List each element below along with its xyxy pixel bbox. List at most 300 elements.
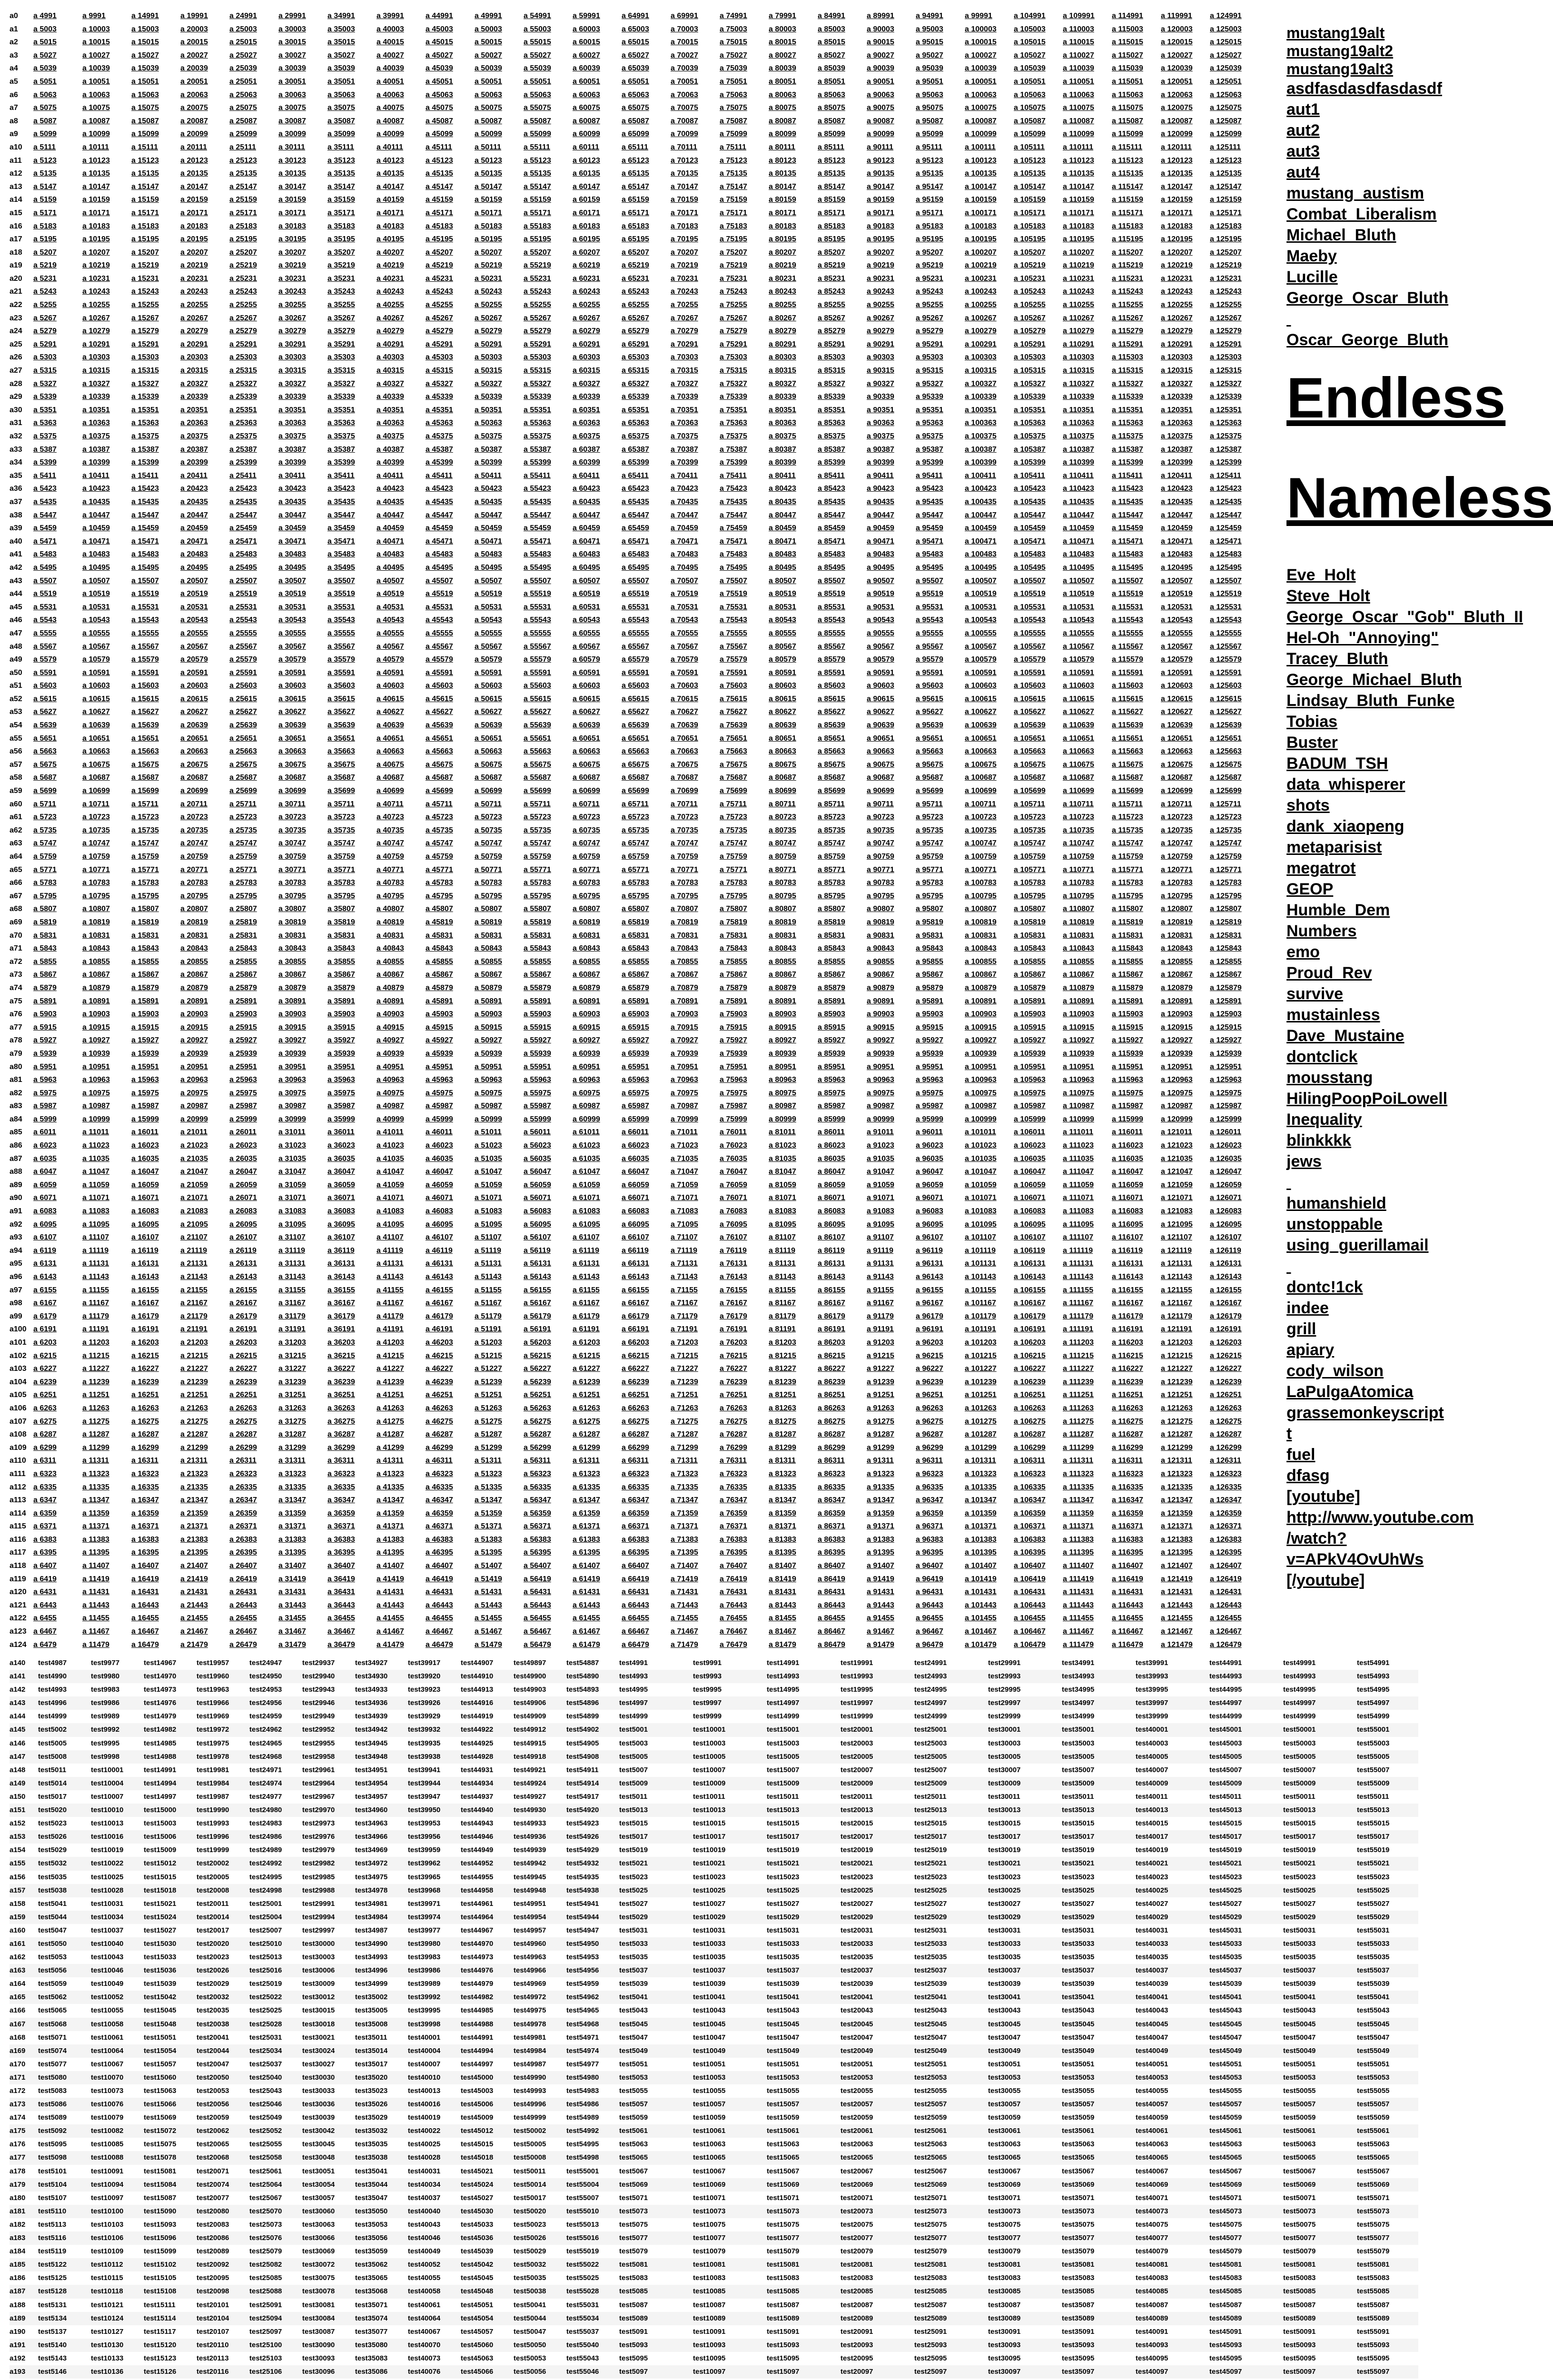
grid-cell-link[interactable]: a 100099 (965, 130, 997, 139)
grid-cell-link[interactable]: a 25771 (229, 865, 257, 874)
grid-cell[interactable] (524, 180, 573, 194)
grid-cell[interactable] (720, 1191, 769, 1205)
grid-cell-link[interactable]: a 125291 (1210, 340, 1242, 348)
grid-cell[interactable] (1014, 942, 1063, 955)
grid-cell[interactable] (376, 338, 425, 351)
grid-cell-link[interactable]: a 95735 (916, 826, 943, 834)
grid-cell-link[interactable]: a 125051 (1210, 77, 1242, 86)
grid-cell-link[interactable]: a 25483 (229, 550, 257, 559)
grid-cell[interactable] (1014, 246, 1063, 259)
grid-cell[interactable] (573, 404, 622, 417)
grid-cell[interactable] (1210, 876, 1259, 890)
grid-cell[interactable] (376, 627, 425, 640)
grid-cell-link[interactable]: a 66059 (622, 1180, 649, 1189)
grid-cell-link[interactable]: a 70459 (671, 524, 698, 533)
grid-cell-link[interactable]: a 5975 (33, 1089, 57, 1097)
grid-cell[interactable] (33, 509, 82, 522)
grid-cell[interactable] (769, 1061, 818, 1074)
grid-cell[interactable] (131, 1034, 180, 1047)
grid-cell-link[interactable]: a 15279 (131, 327, 159, 336)
grid-cell[interactable] (278, 416, 327, 430)
grid-cell-link[interactable]: a 55615 (524, 694, 551, 703)
grid-cell[interactable] (376, 233, 425, 246)
grid-cell[interactable] (671, 377, 720, 391)
grid-cell-link[interactable]: a 25747 (229, 839, 257, 848)
grid-cell[interactable] (327, 1008, 376, 1021)
grid-cell[interactable] (131, 614, 180, 627)
grid-cell-link[interactable]: a 75183 (720, 222, 747, 230)
grid-cell-link[interactable]: a 15207 (131, 248, 159, 257)
grid-cell[interactable] (671, 154, 720, 168)
grid-cell-link[interactable]: a 35363 (327, 419, 355, 427)
grid-cell-link[interactable]: a 5243 (33, 288, 57, 296)
grid-cell-link[interactable]: a 120255 (1161, 301, 1193, 309)
grid-cell-link[interactable]: a 126083 (1210, 1207, 1242, 1216)
grid-cell-link[interactable]: a 30543 (278, 616, 306, 625)
grid-cell-link[interactable]: a 20975 (180, 1089, 208, 1097)
grid-cell[interactable] (229, 640, 278, 654)
grid-cell[interactable] (867, 824, 916, 837)
grid-cell-link[interactable]: a 20891 (180, 997, 208, 1005)
grid-cell[interactable] (425, 443, 475, 456)
grid-cell[interactable] (916, 23, 965, 36)
grid-cell-link[interactable]: a 76107 (720, 1233, 747, 1242)
grid-cell-link[interactable]: a 95291 (916, 340, 943, 348)
grid-cell[interactable] (475, 496, 524, 509)
grid-cell[interactable] (524, 128, 573, 141)
grid-cell[interactable] (818, 705, 867, 719)
grid-cell-link[interactable]: a 90255 (867, 301, 894, 309)
grid-cell-link[interactable]: a 25759 (229, 853, 257, 861)
grid-cell-link[interactable]: a 120423 (1161, 485, 1193, 493)
grid-cell-link[interactable]: a 85963 (818, 1076, 845, 1084)
grid-cell[interactable] (180, 627, 229, 640)
grid-cell[interactable] (475, 653, 524, 666)
grid-cell[interactable] (229, 614, 278, 627)
grid-cell-link[interactable]: a 120999 (1161, 1115, 1193, 1123)
grid-cell[interactable] (720, 351, 769, 364)
grid-cell[interactable] (622, 561, 671, 575)
grid-cell[interactable] (475, 876, 524, 890)
grid-cell-link[interactable]: a 41107 (376, 1233, 404, 1242)
grid-cell-link[interactable]: a 60951 (573, 1062, 600, 1071)
grid-cell[interactable] (1014, 298, 1063, 312)
grid-cell-link[interactable]: a 30675 (278, 760, 306, 769)
grid-cell[interactable] (965, 614, 1014, 627)
grid-cell[interactable] (524, 653, 573, 666)
grid-cell-link[interactable]: a 120435 (1161, 497, 1193, 506)
grid-cell[interactable] (622, 1191, 671, 1205)
grid-cell[interactable] (131, 1087, 180, 1100)
grid-cell[interactable] (278, 75, 327, 89)
grid-cell[interactable] (1112, 141, 1161, 154)
grid-cell-link[interactable]: a 50711 (475, 800, 502, 808)
grid-cell-link[interactable]: a 21131 (180, 1259, 208, 1268)
grid-cell[interactable] (425, 325, 475, 338)
grid-cell[interactable] (229, 404, 278, 417)
grid-cell[interactable] (818, 1073, 867, 1087)
grid-cell-link[interactable]: a 115015 (1112, 38, 1143, 47)
grid-cell[interactable] (229, 1126, 278, 1139)
grid-cell-link[interactable]: a 90855 (867, 957, 894, 966)
grid-cell[interactable] (965, 705, 1014, 719)
grid-cell-link[interactable]: a 120783 (1161, 879, 1193, 887)
grid-cell-link[interactable]: a 5483 (33, 550, 57, 559)
grid-cell[interactable] (475, 784, 524, 798)
grid-cell-link[interactable]: a 115807 (1112, 905, 1143, 913)
grid-cell[interactable] (671, 614, 720, 627)
grid-cell[interactable] (720, 62, 769, 75)
grid-cell-link[interactable]: a 45207 (425, 248, 453, 257)
grid-cell[interactable] (916, 312, 965, 325)
grid-cell-link[interactable]: a 120075 (1161, 104, 1193, 112)
grid-cell[interactable] (376, 312, 425, 325)
grid-cell[interactable] (916, 1165, 965, 1179)
grid-cell[interactable] (965, 982, 1014, 995)
grid-cell-link[interactable]: a 125507 (1210, 576, 1242, 585)
grid-cell-link[interactable]: a 11035 (82, 1154, 109, 1163)
grid-cell[interactable] (278, 404, 327, 417)
grid-cell-link[interactable]: a 91035 (867, 1154, 894, 1163)
grid-cell[interactable] (82, 522, 131, 535)
grid-cell-link[interactable]: a 85915 (818, 1023, 845, 1031)
grid-cell[interactable] (671, 1126, 720, 1139)
grid-cell-link[interactable]: a 61131 (573, 1259, 600, 1268)
grid-cell-link[interactable]: a 85771 (818, 865, 845, 874)
grid-cell[interactable] (573, 561, 622, 575)
grid-cell[interactable] (573, 1126, 622, 1139)
grid-cell[interactable] (1112, 1087, 1161, 1100)
grid-cell-link[interactable]: a 110867 (1063, 971, 1094, 979)
grid-cell-link[interactable]: a 36047 (327, 1168, 355, 1176)
grid-cell[interactable] (573, 890, 622, 903)
grid-cell-link[interactable]: a 80471 (769, 537, 796, 545)
grid-cell[interactable] (1063, 496, 1112, 509)
grid-cell-link[interactable]: a 25075 (229, 104, 257, 112)
grid-cell[interactable] (720, 705, 769, 719)
grid-cell[interactable] (524, 522, 573, 535)
grid-cell[interactable] (867, 220, 916, 233)
grid-cell[interactable] (376, 272, 425, 286)
grid-cell[interactable] (131, 1257, 180, 1270)
grid-cell[interactable] (180, 10, 229, 23)
grid-cell[interactable] (376, 771, 425, 784)
grid-cell-link[interactable]: a 10303 (82, 353, 110, 362)
grid-cell-link[interactable]: a 31047 (278, 1168, 306, 1176)
grid-cell[interactable] (818, 1152, 867, 1166)
grid-cell-link[interactable]: a 60795 (573, 892, 600, 900)
grid-cell[interactable] (965, 115, 1014, 128)
grid-cell-link[interactable]: a 91095 (867, 1220, 894, 1229)
grid-cell-link[interactable]: a 115831 (1112, 931, 1143, 940)
grid-cell[interactable] (1210, 548, 1259, 561)
grid-cell-link[interactable]: a 70615 (671, 694, 698, 703)
grid-cell[interactable] (1161, 1113, 1210, 1126)
grid-cell-link[interactable]: a 15123 (131, 156, 159, 165)
grid-cell-link[interactable]: a 30687 (278, 774, 306, 782)
grid-cell-link[interactable]: a 80015 (769, 38, 796, 47)
grid-cell-link[interactable]: a 115687 (1112, 774, 1143, 782)
grid-cell[interactable] (573, 482, 622, 496)
grid-cell[interactable] (180, 850, 229, 863)
grid-cell[interactable] (818, 653, 867, 666)
grid-cell-link[interactable]: a 110771 (1063, 865, 1094, 874)
grid-cell[interactable] (965, 837, 1014, 850)
grid-cell[interactable] (180, 1087, 229, 1100)
grid-cell[interactable] (1112, 128, 1161, 141)
grid-cell-link[interactable]: a 46047 (425, 1168, 453, 1176)
grid-cell-link[interactable]: a 60159 (573, 196, 600, 204)
grid-cell-link[interactable]: a 10159 (82, 196, 110, 204)
grid-cell-link[interactable]: a 76095 (720, 1220, 747, 1229)
grid-cell[interactable] (524, 719, 573, 732)
grid-cell-link[interactable]: a 110147 (1063, 182, 1094, 191)
grid-cell-link[interactable]: a 50051 (475, 77, 502, 86)
grid-cell-link[interactable]: a 35735 (327, 826, 355, 834)
grid-cell-link[interactable]: a 95927 (916, 1036, 943, 1045)
grid-cell-link[interactable]: a 75075 (720, 104, 747, 112)
grid-cell-link[interactable]: a 30027 (278, 51, 306, 60)
grid-cell-link[interactable]: a 70387 (671, 445, 698, 454)
grid-cell[interactable] (229, 627, 278, 640)
grid-cell-link[interactable]: a 106131 (1014, 1259, 1046, 1268)
grid-cell[interactable] (1014, 390, 1063, 404)
grid-cell-link[interactable]: a 5159 (33, 196, 57, 204)
grid-cell-link[interactable]: a 111071 (1063, 1194, 1094, 1202)
grid-cell[interactable] (33, 338, 82, 351)
grid-cell[interactable] (82, 745, 131, 758)
grid-cell[interactable] (327, 837, 376, 850)
grid-cell[interactable] (229, 863, 278, 877)
grid-cell-link[interactable]: a 5351 (33, 406, 57, 414)
grid-cell[interactable] (475, 141, 524, 154)
grid-cell[interactable] (1014, 312, 1063, 325)
grid-cell-link[interactable]: a 115423 (1112, 485, 1143, 493)
grid-cell[interactable] (33, 1021, 82, 1034)
grid-cell[interactable] (82, 10, 131, 23)
grid-cell[interactable] (916, 995, 965, 1008)
grid-cell[interactable] (965, 876, 1014, 890)
grid-cell[interactable] (1014, 811, 1063, 824)
grid-cell[interactable] (867, 890, 916, 903)
grid-cell[interactable] (720, 1231, 769, 1244)
grid-cell[interactable] (818, 942, 867, 955)
grid-cell[interactable] (769, 587, 818, 601)
grid-cell-link[interactable]: a 40063 (376, 90, 404, 99)
grid-cell[interactable] (818, 1061, 867, 1074)
grid-cell-link[interactable]: a 30447 (278, 511, 306, 519)
grid-cell-link[interactable]: a 100123 (965, 156, 997, 165)
grid-cell[interactable] (818, 1179, 867, 1192)
grid-cell[interactable] (1014, 141, 1063, 154)
grid-cell-link[interactable]: a 50663 (475, 747, 502, 756)
grid-cell-link[interactable]: a 70267 (671, 314, 698, 322)
grid-cell-link[interactable]: a 10555 (82, 629, 110, 637)
grid-cell[interactable] (475, 36, 524, 49)
grid-cell[interactable] (1112, 89, 1161, 102)
grid-cell-link[interactable]: a 100795 (965, 892, 997, 900)
grid-cell[interactable] (376, 1061, 425, 1074)
grid-cell-link[interactable]: a 20267 (180, 314, 208, 322)
grid-cell-link[interactable]: a 111131 (1063, 1259, 1094, 1268)
grid-cell-link[interactable]: a 125855 (1210, 957, 1242, 966)
grid-cell[interactable] (916, 902, 965, 916)
grid-cell[interactable] (327, 666, 376, 680)
grid-cell-link[interactable]: a 120303 (1161, 353, 1193, 362)
grid-cell-link[interactable]: a 70423 (671, 485, 698, 493)
grid-cell[interactable] (916, 693, 965, 706)
grid-cell[interactable] (475, 404, 524, 417)
grid-cell[interactable] (131, 679, 180, 693)
grid-cell-link[interactable]: a 125171 (1210, 208, 1242, 217)
grid-cell[interactable] (769, 1100, 818, 1113)
grid-cell-link[interactable]: a 45315 (425, 367, 453, 375)
grid-cell-link[interactable]: a 90999 (867, 1115, 894, 1123)
grid-cell-link[interactable]: a 25639 (229, 721, 257, 730)
grid-cell-link[interactable]: a 80675 (769, 760, 796, 769)
grid-cell[interactable] (916, 666, 965, 680)
grid-cell[interactable] (425, 916, 475, 929)
grid-cell[interactable] (33, 771, 82, 784)
grid-cell[interactable] (278, 89, 327, 102)
grid-cell[interactable] (720, 10, 769, 23)
grid-cell[interactable] (180, 1152, 229, 1166)
grid-cell[interactable] (33, 1270, 82, 1284)
grid-cell-link[interactable]: a 30279 (278, 327, 306, 336)
grid-cell[interactable] (1161, 1034, 1210, 1047)
grid-cell-link[interactable]: a 95363 (916, 419, 943, 427)
grid-cell[interactable] (1210, 496, 1259, 509)
grid-cell[interactable] (573, 443, 622, 456)
grid-cell-link[interactable]: a 35183 (327, 222, 355, 230)
grid-cell-link[interactable]: a 11059 (82, 1180, 109, 1189)
grid-cell-link[interactable]: a 35147 (327, 182, 355, 191)
grid-cell-link[interactable]: a 40219 (376, 261, 404, 270)
grid-cell-link[interactable]: a 70723 (671, 813, 698, 822)
grid-cell-link[interactable]: a 50651 (475, 734, 502, 743)
grid-cell[interactable] (671, 1087, 720, 1100)
grid-cell-link[interactable]: a 79991 (769, 12, 796, 20)
grid-cell-link[interactable]: a 60171 (573, 208, 600, 217)
grid-cell[interactable] (229, 246, 278, 259)
grid-cell-link[interactable]: a 15687 (131, 774, 159, 782)
grid-cell[interactable] (1063, 1034, 1112, 1047)
grid-cell[interactable] (524, 482, 573, 496)
grid-cell[interactable] (965, 1218, 1014, 1231)
grid-cell-link[interactable]: a 15759 (131, 853, 159, 861)
grid-cell-link[interactable]: a 25711 (229, 800, 257, 808)
grid-cell[interactable] (327, 141, 376, 154)
grid-cell-link[interactable]: a 50975 (475, 1089, 502, 1097)
grid-cell[interactable] (425, 1100, 475, 1113)
grid-cell[interactable] (1014, 10, 1063, 23)
grid-cell-link[interactable]: a 125675 (1210, 760, 1242, 769)
grid-cell-link[interactable]: a 20219 (180, 261, 208, 270)
grid-cell-link[interactable]: a 55567 (524, 642, 551, 651)
grid-cell[interactable] (671, 705, 720, 719)
grid-cell-link[interactable]: a 70807 (671, 905, 698, 913)
grid-cell[interactable] (1210, 955, 1259, 969)
grid-cell-link[interactable]: a 96107 (916, 1233, 943, 1242)
grid-cell[interactable] (1161, 404, 1210, 417)
grid-cell[interactable] (33, 575, 82, 588)
grid-cell-link[interactable]: a 14991 (131, 12, 159, 20)
grid-cell-link[interactable]: a 45915 (425, 1023, 453, 1031)
grid-cell-link[interactable]: a 100579 (965, 655, 997, 664)
grid-cell-link[interactable]: a 115087 (1112, 117, 1143, 125)
grid-cell[interactable] (376, 876, 425, 890)
grid-cell[interactable] (376, 653, 425, 666)
grid-cell-link[interactable]: a 75615 (720, 694, 747, 703)
grid-cell-link[interactable]: a 46107 (425, 1233, 453, 1242)
grid-cell[interactable] (671, 771, 720, 784)
grid-cell[interactable] (475, 745, 524, 758)
grid-cell-link[interactable]: a 10039 (82, 64, 110, 73)
grid-cell[interactable] (573, 916, 622, 929)
grid-cell[interactable] (769, 404, 818, 417)
grid-cell-link[interactable]: a 45087 (425, 117, 453, 125)
grid-cell-link[interactable]: a 45951 (425, 1062, 453, 1071)
grid-cell[interactable] (524, 890, 573, 903)
grid-cell-link[interactable]: a 96035 (916, 1154, 943, 1163)
grid-cell-link[interactable]: a 65747 (622, 839, 649, 848)
grid-cell-link[interactable]: a 105159 (1014, 196, 1046, 204)
grid-cell-link[interactable]: a 116011 (1112, 1128, 1143, 1137)
grid-cell[interactable] (671, 522, 720, 535)
grid-cell-link[interactable]: a 125315 (1210, 367, 1242, 375)
grid-cell-link[interactable]: a 75591 (720, 668, 747, 677)
grid-cell[interactable] (376, 968, 425, 982)
grid-cell-link[interactable]: a 10387 (82, 445, 110, 454)
grid-cell[interactable] (916, 811, 965, 824)
grid-cell-link[interactable]: a 60039 (573, 64, 600, 73)
grid-cell-link[interactable]: a 75303 (720, 353, 747, 362)
grid-cell-link[interactable]: a 85327 (818, 379, 845, 388)
grid-cell[interactable] (278, 338, 327, 351)
grid-cell-link[interactable]: a 10939 (82, 1049, 110, 1058)
grid-cell[interactable] (671, 89, 720, 102)
grid-cell-link[interactable]: a 60687 (573, 774, 600, 782)
grid-cell[interactable] (965, 601, 1014, 614)
grid-cell[interactable] (818, 1191, 867, 1205)
grid-cell[interactable] (376, 548, 425, 561)
grid-cell[interactable] (376, 1244, 425, 1258)
grid-cell[interactable] (720, 1257, 769, 1270)
grid-cell-link[interactable]: a 65483 (622, 550, 649, 559)
grid-cell-link[interactable]: a 89991 (867, 12, 894, 20)
grid-cell-link[interactable]: a 10531 (82, 603, 110, 611)
grid-cell-link[interactable]: a 40831 (376, 931, 404, 940)
grid-cell[interactable] (1210, 1047, 1259, 1061)
grid-cell-link[interactable]: a 25231 (229, 274, 257, 283)
grid-cell[interactable] (671, 1257, 720, 1270)
grid-cell-link[interactable]: a 70495 (671, 563, 698, 572)
grid-cell[interactable] (229, 23, 278, 36)
grid-cell-link[interactable]: a 35255 (327, 301, 355, 309)
grid-cell[interactable] (1063, 876, 1112, 890)
grid-cell[interactable] (916, 784, 965, 798)
grid-cell[interactable] (327, 1165, 376, 1179)
grid-cell[interactable] (769, 207, 818, 220)
grid-cell-link[interactable]: a 120939 (1161, 1049, 1193, 1058)
grid-cell-link[interactable]: a 49991 (475, 12, 502, 20)
grid-cell[interactable] (1210, 653, 1259, 666)
grid-cell-link[interactable]: a 125819 (1210, 918, 1242, 926)
grid-cell-link[interactable]: a 11095 (82, 1220, 109, 1229)
grid-cell-link[interactable]: a 25723 (229, 813, 257, 822)
grid-cell[interactable] (131, 916, 180, 929)
grid-cell[interactable] (965, 89, 1014, 102)
